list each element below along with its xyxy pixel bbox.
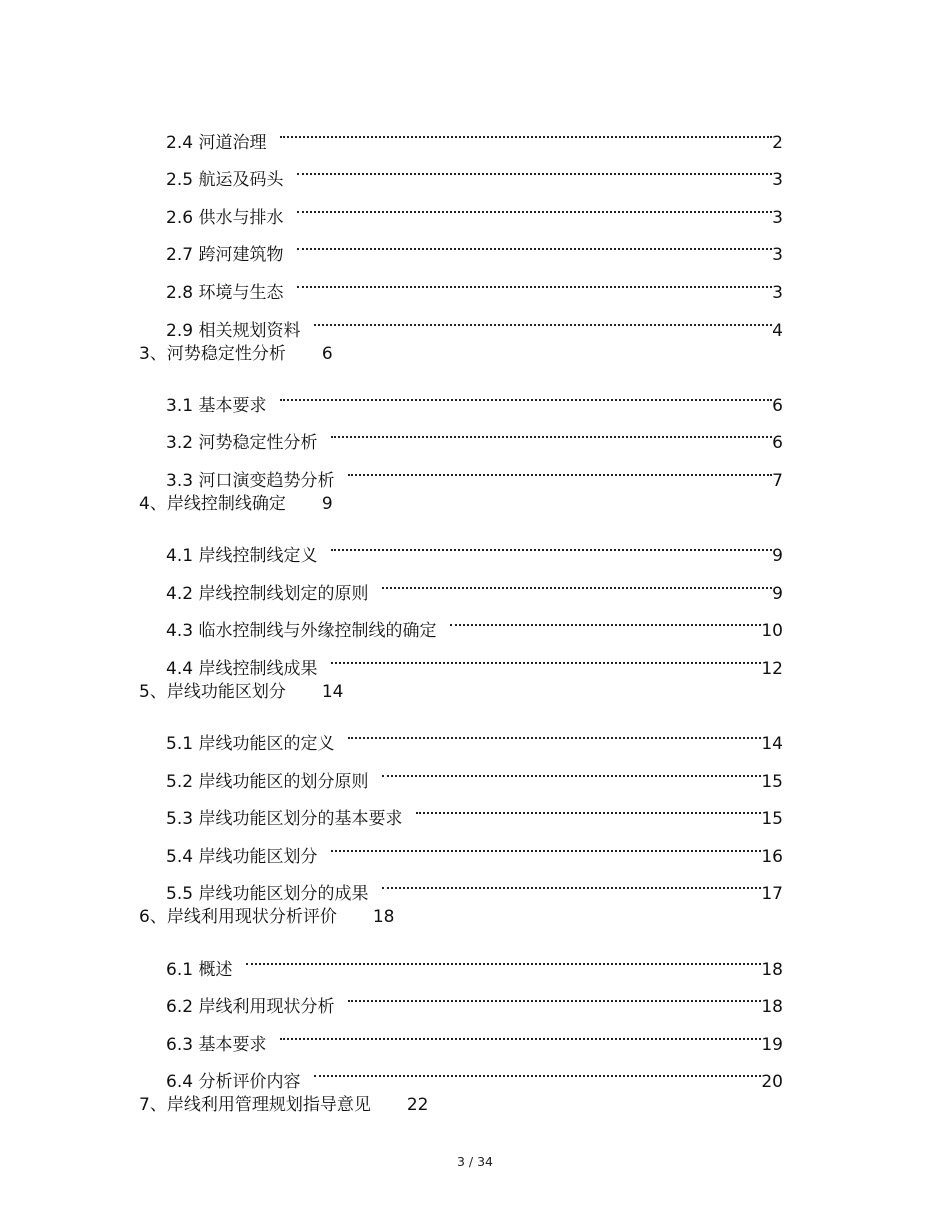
toc-chapter-row[interactable] (0, 899, 950, 937)
toc-entry-page-number: 15 (761, 771, 783, 792)
toc-chapter-row[interactable] (0, 486, 950, 524)
toc-entry-page-number: 19 (761, 1034, 783, 1055)
toc-entry-page-number: 3 (772, 207, 783, 228)
toc-entry-title: 5、岸线功能区划分 (139, 681, 286, 702)
toc-dot-leader (450, 599, 761, 637)
toc-entry-page-number: 18 (372, 907, 395, 928)
toc-entry-title: 2.5 航运及码头 (166, 170, 284, 191)
toc-entry-title: 2.6 供水与排水 (166, 207, 284, 228)
toc-entry-title: 7、岸线利用管理规划指导意见 (139, 1095, 371, 1116)
toc-dot-leader (297, 148, 772, 186)
toc-entry-page-number: 3 (772, 245, 783, 266)
toc-section-row[interactable] (0, 185, 950, 228)
toc-section-row[interactable] (0, 524, 950, 567)
toc-dot-leader (280, 373, 772, 411)
toc-chapter-row[interactable] (0, 1087, 950, 1125)
toc-entry-page-number: 15 (761, 809, 783, 830)
toc-dot-leader (280, 110, 772, 148)
toc-section-row[interactable] (0, 599, 950, 642)
toc-entry-page-number: 14 (761, 734, 783, 755)
toc-entry-title: 3、河势稳定性分析 (139, 343, 286, 364)
toc-entry-page-number: 20 (761, 1072, 783, 1093)
toc-entry-page-number: 14 (321, 681, 344, 702)
toc-dot-leader (348, 712, 761, 750)
toc-section-row[interactable] (0, 787, 950, 830)
toc-entry-page-number: 7 (772, 470, 783, 491)
toc-dot-leader (297, 223, 772, 261)
toc-entry-title: 3.2 河势稳定性分析 (166, 433, 318, 454)
toc-section-row[interactable] (0, 561, 950, 604)
toc-section-row[interactable] (0, 975, 950, 1018)
toc-entry-title: 3.3 河口演变趋势分析 (166, 470, 335, 491)
toc-entry (139, 674, 343, 712)
toc-dot-leader (382, 561, 772, 599)
toc-dot-leader (348, 448, 772, 486)
toc-entry-title: 2.7 跨河建筑物 (166, 245, 284, 266)
toc-section-row[interactable] (0, 448, 950, 491)
toc-entry-page-number: 18 (761, 959, 783, 980)
toc-entry-title: 5.4 岸线功能区划分 (166, 846, 318, 867)
toc-section-row[interactable] (0, 110, 950, 153)
toc-entry-page-number: 6 (321, 343, 333, 364)
toc-entry-page-number: 18 (761, 997, 783, 1018)
toc-entry (139, 899, 394, 937)
toc-entry-title: 4.3 临水控制线与外缘控制线的确定 (166, 621, 437, 642)
toc-entry-page-number: 12 (761, 658, 783, 679)
toc-section-row[interactable] (0, 411, 950, 454)
toc-section-row[interactable] (0, 937, 950, 980)
toc-entry-page-number: 6 (772, 395, 783, 416)
toc-dot-leader (331, 824, 761, 862)
toc-chapter-row[interactable] (0, 336, 950, 374)
page-number-footer: 3 / 34 (456, 1154, 494, 1169)
toc-entry-title: 4.2 岸线控制线划定的原则 (166, 583, 369, 604)
toc-entry-page-number: 3 (772, 170, 783, 191)
toc-entry-page-number: 17 (761, 884, 783, 905)
toc-entry-page-number: 16 (761, 846, 783, 867)
toc-section-row[interactable] (0, 148, 950, 191)
toc-entry (139, 1087, 428, 1125)
toc-dot-leader (382, 862, 761, 900)
toc-dot-leader (331, 636, 761, 674)
toc-section-row[interactable] (0, 298, 950, 341)
toc-dot-leader (331, 411, 772, 449)
toc-dot-leader (314, 298, 772, 336)
toc-entry-title: 6.3 基本要求 (166, 1034, 267, 1055)
toc-dot-leader (246, 937, 761, 975)
toc-entry (139, 486, 333, 524)
toc-entry-page-number: 9 (772, 546, 783, 567)
toc-entry-page-number: 6 (772, 433, 783, 454)
toc-entry-page-number: 2 (772, 132, 783, 153)
toc-entry-title: 5.2 岸线功能区的划分原则 (166, 771, 369, 792)
toc-entry-page-number: 22 (406, 1095, 429, 1116)
toc-section-row[interactable] (0, 824, 950, 867)
toc-section-row[interactable] (0, 749, 950, 792)
toc-entry-title: 6.4 分析评价内容 (166, 1072, 301, 1093)
toc-dot-leader (280, 1012, 761, 1050)
toc-entry-title: 2.8 环境与生态 (166, 282, 284, 303)
toc-dot-leader (314, 1050, 761, 1088)
toc-entry-page-number: 4 (772, 320, 783, 341)
toc-dot-leader (416, 787, 761, 825)
toc-entry-page-number: 9 (772, 583, 783, 604)
toc-entry-title: 3.1 基本要求 (166, 395, 267, 416)
toc-entry-title: 6.1 概述 (166, 959, 233, 980)
toc-entry-title: 4、岸线控制线确定 (139, 493, 286, 514)
toc-entry-title: 6、岸线利用现状分析评价 (139, 907, 337, 928)
toc-entry-title: 5.5 岸线功能区划分的成果 (166, 884, 369, 905)
toc-entry (139, 336, 333, 374)
toc-dot-leader (382, 749, 761, 787)
toc-entry-title: 5.1 岸线功能区的定义 (166, 734, 335, 755)
table-of-contents (0, 110, 950, 1125)
toc-chapter-row[interactable] (0, 674, 950, 712)
toc-section-row[interactable] (0, 1050, 950, 1093)
toc-entry-title: 2.4 河道治理 (166, 132, 267, 153)
toc-dot-leader (331, 524, 772, 562)
toc-dot-leader (297, 185, 772, 223)
toc-entry-title: 5.3 岸线功能区划分的基本要求 (166, 809, 403, 830)
toc-section-row[interactable] (0, 862, 950, 905)
toc-entry-page-number: 9 (321, 493, 333, 514)
toc-entry-title: 2.9 相关规划资料 (166, 320, 301, 341)
toc-section-row[interactable] (0, 712, 950, 755)
toc-entry-title: 4.1 岸线控制线定义 (166, 546, 318, 567)
toc-entry-title: 6.2 岸线利用现状分析 (166, 997, 335, 1018)
toc-entry-page-number: 3 (772, 282, 783, 303)
toc-section-row[interactable] (0, 1012, 950, 1055)
toc-entry-title: 4.4 岸线控制线成果 (166, 658, 318, 679)
toc-dot-leader (297, 260, 772, 298)
toc-section-row[interactable] (0, 260, 950, 303)
toc-entry-page-number: 10 (761, 621, 783, 642)
toc-section-row[interactable] (0, 373, 950, 416)
toc-dot-leader (348, 975, 761, 1013)
toc-section-row[interactable] (0, 636, 950, 679)
toc-section-row[interactable] (0, 223, 950, 266)
